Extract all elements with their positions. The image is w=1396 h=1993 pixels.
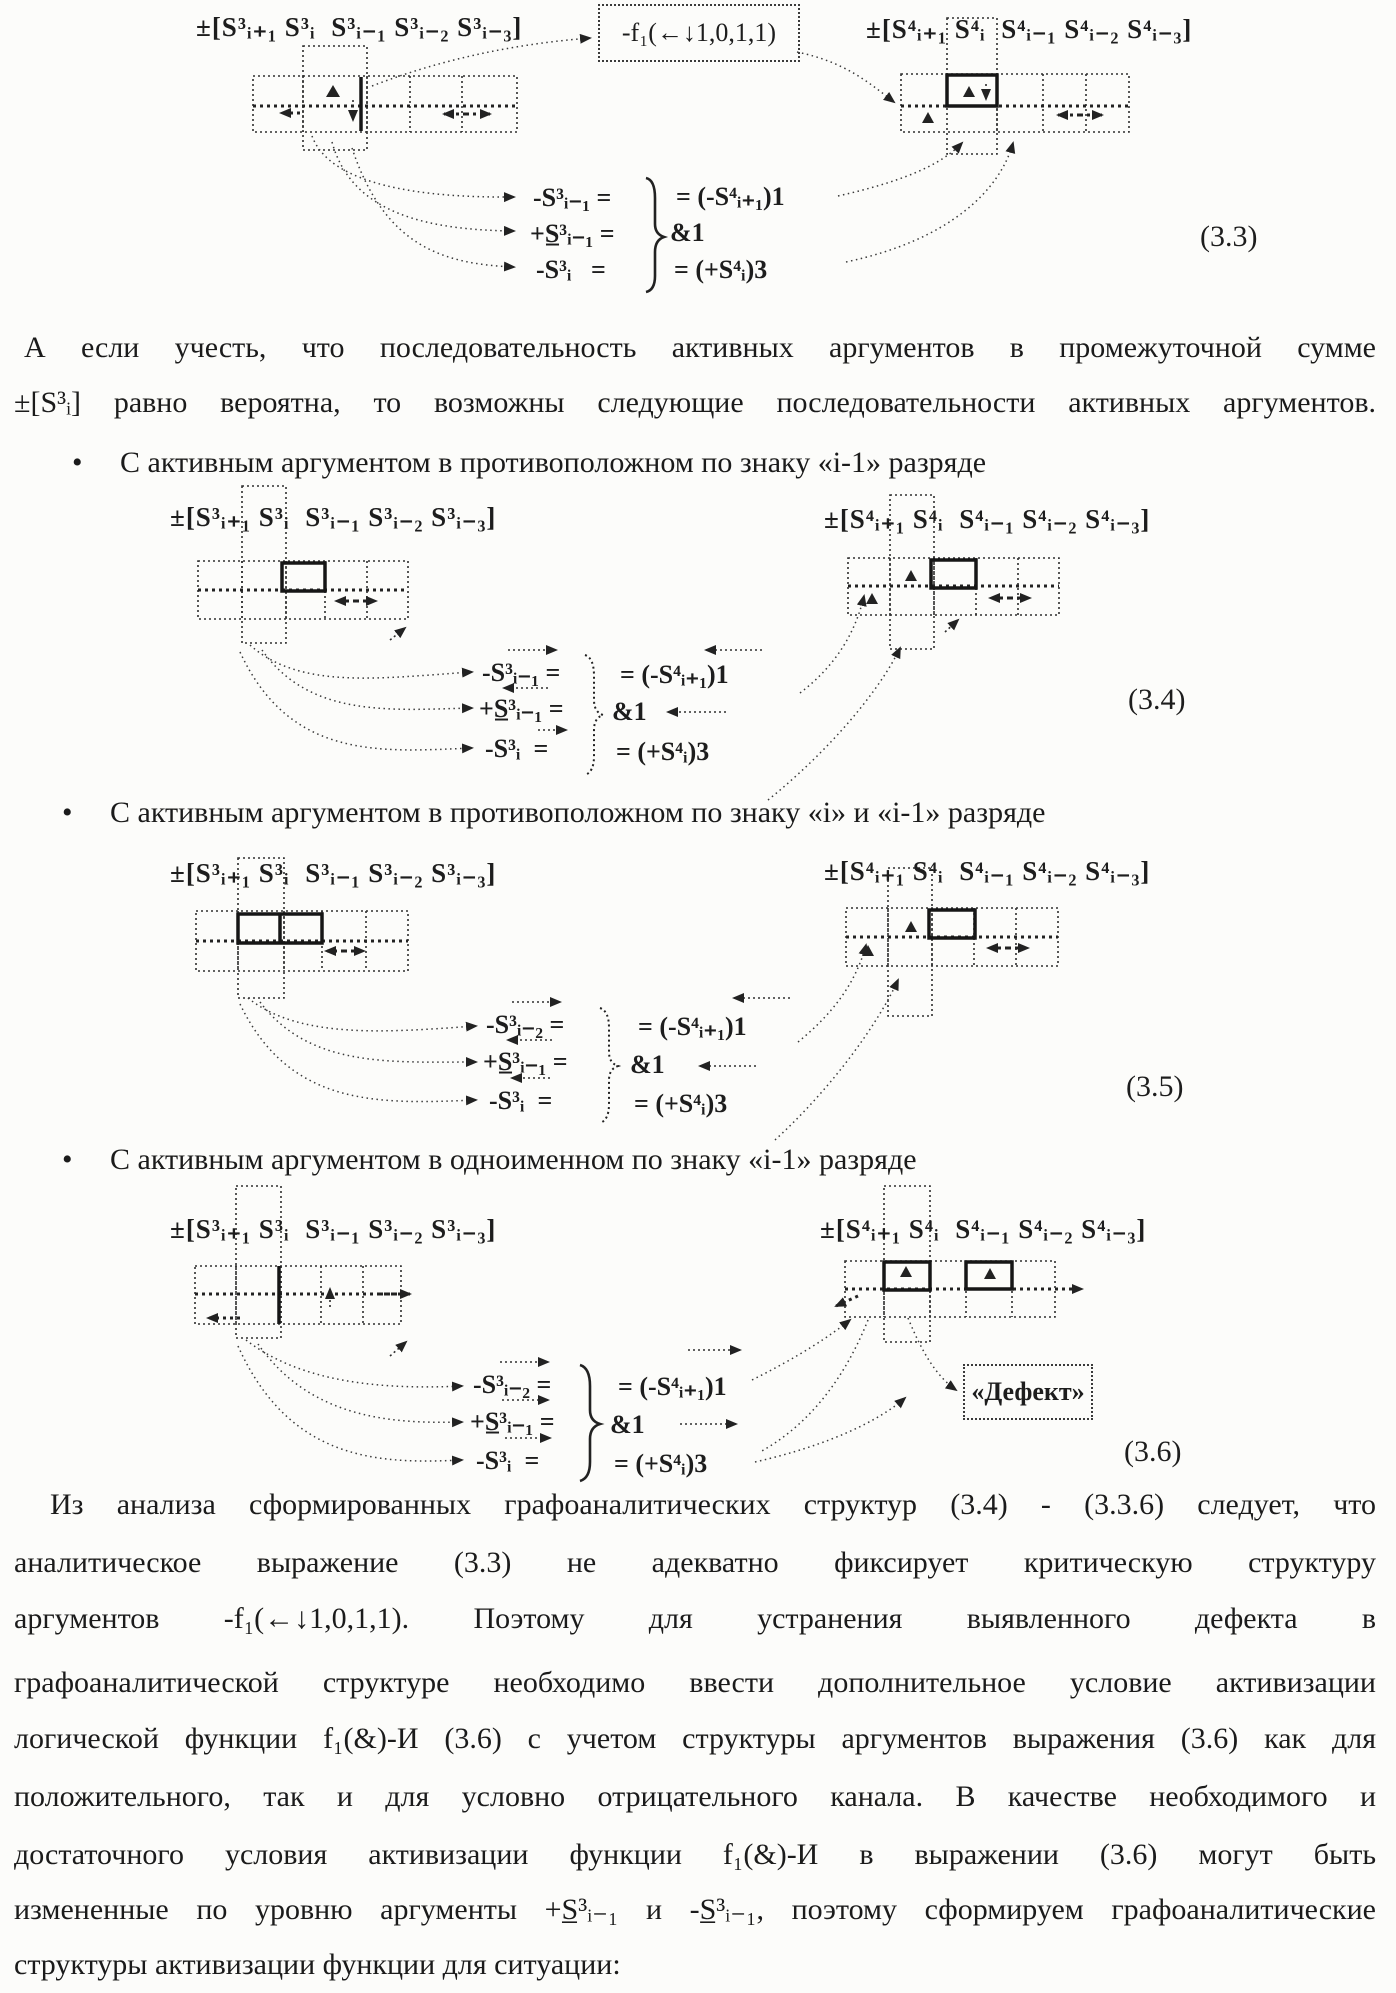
- active-cell-box: [947, 75, 997, 106]
- closing-paragraph-line-8: измененные по уровню аргументы +S̲³ᵢ₋₁ и -S̲³ᵢ₋₁, поэтому сформируем графоаналитические: [14, 1893, 1376, 1926]
- eq-34-rhs-2: &1: [612, 697, 647, 726]
- eq-33-lhs-1: -S³ᵢ₋₁ =: [533, 183, 612, 212]
- digit-column-box: [884, 1186, 930, 1342]
- flow-arrow: [838, 143, 962, 196]
- bullet-text: С активным аргументом в противоположном по знаку «i-1» разряде: [120, 446, 987, 479]
- flow-arrow: [312, 136, 514, 197]
- intro-paragraph-line-1: А если учесть, что последовательность активных аргументов в промежуточной сумме: [24, 331, 1376, 364]
- figure-label-34: (3.4): [1128, 683, 1186, 716]
- bullet-item-3: [62, 1143, 917, 1177]
- flow-arrow: [775, 980, 898, 1140]
- figure-label-33: (3.3): [1200, 220, 1258, 253]
- register-strip: [846, 908, 1058, 966]
- bullet-marker: •: [62, 796, 73, 829]
- flow-arrow: [240, 652, 472, 750]
- closing-paragraph-line-7: достаточного условия активизации функции f₁(&)-И в выражении (3.6) могут быть: [14, 1838, 1376, 1871]
- flow-arrow: [846, 143, 1013, 262]
- flow-arrow: [246, 1340, 462, 1387]
- flow-arrow: [768, 648, 900, 800]
- eq-36-lhs-2: +S̲³ᵢ₋₁ =: [470, 1407, 555, 1436]
- formula-34-left: ±[S³ᵢ₊₁ S³ᵢ S³ᵢ₋₁ S³ᵢ₋₂ S³ᵢ₋₃]: [170, 502, 497, 532]
- bullet-item-1: [72, 446, 986, 480]
- eq-36-rhs-3: = (+S⁴ᵢ)3: [614, 1449, 708, 1478]
- eq-36-lhs-1: -S³ᵢ₋₂ =: [473, 1370, 552, 1399]
- closing-paragraph-line-4: графоаналитической структуре необходимо ввести дополнительное условие активизации: [14, 1666, 1376, 1699]
- flow-arrow: [797, 52, 894, 102]
- equation-brace: [600, 1008, 618, 1123]
- eq-36-rhs-1: = (-S⁴ᵢ₊₁)1: [618, 1372, 727, 1401]
- closing-paragraph-line-2: аналитическое выражение (3.3) не адекватно фиксирует критическую структуру: [14, 1546, 1376, 1579]
- f1-argument-text: -f₁(←↓1,0,1,1): [621, 18, 777, 47]
- bullet-item-2: [62, 796, 1045, 830]
- closing-paragraph-line-1: Из анализа сформированных графоаналитических структур (3.4) - (3.3.6) следует, что: [50, 1488, 1376, 1521]
- register-strip: [196, 911, 408, 971]
- flow-arrow: [760, 1320, 868, 1452]
- flow-arrow: [262, 650, 472, 709]
- figure-label-36: (3.6): [1124, 1435, 1182, 1468]
- register-strip: [253, 76, 517, 132]
- active-cell-box: [929, 910, 975, 938]
- active-cell-box: [282, 563, 325, 591]
- eq-34-lhs-1: -S³ᵢ₋₁ =: [482, 658, 561, 687]
- flow-arrow: [260, 1002, 476, 1062]
- eq-34-lhs-3: -S³ᵢ =: [485, 734, 549, 763]
- eq-35-lhs-3: -S³ᵢ =: [489, 1086, 553, 1115]
- figure-3-5-diagram: [196, 858, 1058, 1140]
- equation-brace: [585, 655, 603, 775]
- flow-arrow: [798, 945, 866, 1042]
- formula-36-left: ±[S³ᵢ₊₁ S³ᵢ S³ᵢ₋₁ S³ᵢ₋₂ S³ᵢ₋₃]: [170, 1214, 497, 1244]
- flow-arrow: [240, 1004, 476, 1102]
- formula-33-right: ±[S⁴ᵢ₊₁ S⁴ᵢ S⁴ᵢ₋₁ S⁴ᵢ₋₂ S⁴ᵢ₋₃]: [866, 14, 1193, 44]
- formula-33-left: ±[S³ᵢ₊₁ S³ᵢ S³ᵢ₋₁ S³ᵢ₋₂ S³ᵢ₋₃]: [196, 12, 523, 42]
- flow-arrow: [238, 1346, 462, 1461]
- bullet-marker: •: [62, 1143, 73, 1176]
- defect-box: [963, 1364, 1093, 1420]
- eq-35-lhs-2: +S̲³ᵢ₋₁ =: [483, 1047, 568, 1076]
- register-strip: [848, 558, 1059, 615]
- eq-36-rhs-2: &1: [610, 1410, 645, 1439]
- register-strip: [901, 74, 1129, 132]
- intro-paragraph-line-2: ±[S³ᵢ] равно вероятна, то возможны следующие последовательности активных аргументов.: [14, 386, 1376, 419]
- flow-arrow: [372, 38, 590, 86]
- eq-35-rhs-3: = (+S⁴ᵢ)3: [634, 1089, 728, 1118]
- eq-33-rhs-2: &1: [670, 218, 705, 247]
- bullet-text: С активным аргументом в противоположном по знаку «i» и «i-1» разряде: [110, 796, 1046, 829]
- formula-35-left: ±[S³ᵢ₊₁ S³ᵢ S³ᵢ₋₁ S³ᵢ₋₂ S³ᵢ₋₃]: [170, 858, 497, 888]
- eq-33-lhs-2: +S̲³ᵢ₋₁ =: [530, 219, 615, 248]
- closing-paragraph-line-3: аргументов -f₁(←↓1,0,1,1). Поэтому для устранения выявленного дефекта в: [14, 1602, 1376, 1635]
- flow-arrow: [332, 142, 514, 231]
- closing-paragraph-line-5: логической функции f₁(&)-И (3.6) с учетом структуры аргументов выражения (3.6) как для: [14, 1722, 1376, 1755]
- flow-arrow: [352, 148, 514, 267]
- formula-36-right: ±[S⁴ᵢ₊₁ S⁴ᵢ S⁴ᵢ₋₁ S⁴ᵢ₋₂ S⁴ᵢ₋₃]: [820, 1214, 1147, 1244]
- formula-34-right: ±[S⁴ᵢ₊₁ S⁴ᵢ S⁴ᵢ₋₁ S⁴ᵢ₋₂ S⁴ᵢ₋₃]: [824, 504, 1151, 534]
- equation-brace: [646, 178, 664, 292]
- figure-label-35: (3.5): [1126, 1070, 1184, 1103]
- eq-35-rhs-2: &1: [630, 1050, 665, 1079]
- digit-column-box: [888, 868, 932, 1016]
- equation-brace: [580, 1365, 600, 1481]
- register-strip: [845, 1261, 1055, 1317]
- f1-argument-box: [598, 4, 800, 62]
- flow-arrow: [248, 998, 476, 1031]
- active-cell-box: [966, 1262, 1012, 1289]
- defect-flow-arrow: [908, 1318, 956, 1390]
- eq-33-rhs-3: = (+S⁴ᵢ)3: [674, 255, 768, 284]
- flow-arrow: [752, 1320, 850, 1380]
- eq-36-lhs-3: -S³ᵢ =: [476, 1446, 540, 1475]
- defect-label: «Дефект»: [971, 1377, 1085, 1406]
- eq-34-lhs-2: +S̲³ᵢ₋₁ =: [479, 694, 564, 723]
- active-cell-box: [238, 914, 322, 943]
- eq-33-rhs-1: = (-S⁴ᵢ₊₁)1: [676, 182, 785, 211]
- eq-35-lhs-1: -S³ᵢ₋₂ =: [486, 1010, 565, 1039]
- active-cell-box: [884, 1262, 930, 1290]
- flow-arrow: [250, 645, 472, 678]
- formula-35-right: ±[S⁴ᵢ₊₁ S⁴ᵢ S⁴ᵢ₋₁ S⁴ᵢ₋₂ S⁴ᵢ₋₃]: [824, 856, 1151, 886]
- register-strip: [195, 1266, 401, 1324]
- eq-33-lhs-3: -S³ᵢ =: [536, 255, 606, 284]
- digit-column-box: [303, 46, 367, 150]
- flow-arrow: [258, 1344, 462, 1422]
- eq-35-rhs-1: = (-S⁴ᵢ₊₁)1: [638, 1012, 747, 1041]
- eq-34-rhs-1: = (-S⁴ᵢ₊₁)1: [620, 660, 729, 689]
- bullet-marker: •: [72, 446, 83, 479]
- flow-arrow: [755, 1398, 905, 1462]
- active-cell-box: [931, 560, 976, 588]
- eq-34-rhs-3: = (+S⁴ᵢ)3: [616, 737, 710, 766]
- digit-column-box: [236, 1186, 281, 1338]
- register-strip: [198, 561, 408, 619]
- closing-paragraph-line-9: структуры активизации функции для ситуации:: [14, 1948, 621, 1981]
- closing-paragraph-line-6: положительного, так и для условно отрицательного канала. В качестве необходимого и: [14, 1780, 1376, 1813]
- flow-arrow: [800, 596, 864, 693]
- bullet-text: С активным аргументом в одноименном по знаку «i-1» разряде: [110, 1143, 917, 1176]
